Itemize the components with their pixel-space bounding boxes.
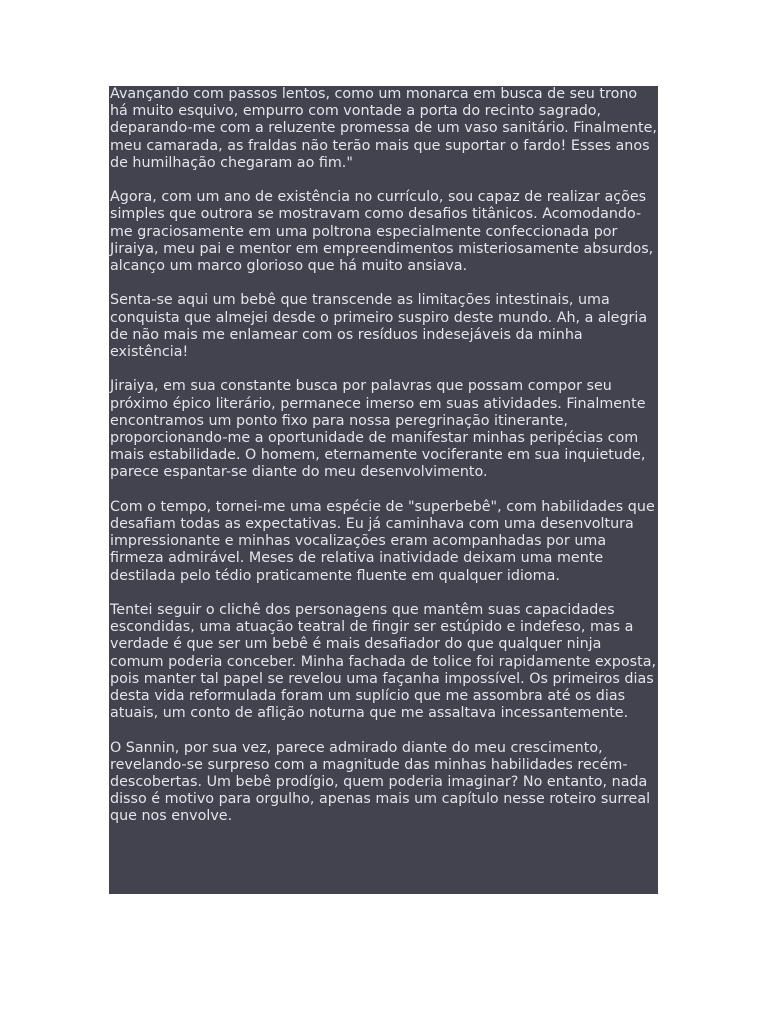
paragraph-4: Jiraiya, em sua constante busca por palavras que possam compor seu próximo épico literário, permanece imerso em suas atividades. Finalmente encontramos um ponto fixo para nossa peregrinação itinerante, proporcionando-me a oportunidade de manifestar minhas peripécias com mais estabilidade. O homem, eternamente vociferante em sua inquietude, parece espantar-se diante do meu desenvolvimento. — [110, 378, 646, 481]
paragraph-3: Senta-se aqui um bebê que transcende as limitações intestinais, uma conquista que almejei desde o primeiro suspiro deste mundo. Ah, a alegria de não mais me enlamear com os resíduos indesejáveis da minha existência! — [110, 292, 648, 361]
paragraph-7: O Sannin, por sua vez, parece admirado diante do meu crescimento, revelando-se surpreso com a magnitude das minhas habilidades recém-descobertas. Um bebê prodígio, quem poderia imaginar? No entanto, nada disso é motivo para orgulho, apenas mais um capítulo nesse roteiro surreal que nos envolve. — [110, 739, 651, 825]
paragraph-6: Tentei seguir o clichê dos personagens que mantêm suas capacidades escondidas, uma atuação teatral de fingir ser estúpido e indefeso, mas a verdade é que ser um bebê é mais desafiador do que qualquer ninja comum poderia conceber. Minha fachada de tolice foi rapidamente exposta, pois manter tal papel se revelou uma façanha impossível. Os primeiros dias desta vida reformulada foram um suplício que me assombra até os dias atuais, um conto de aflição noturna que me assaltava incessantemente. — [110, 602, 657, 722]
paragraph-1: Avançando com passos lentos, como um monarca em busca de seu trono há muito esquivo, empurro com vontade a porta do recinto sagrado, deparando-me com a reluzente promessa de um vaso sanitário. Finalmente, meu camarada, as fraldas não terão mais que suportar o fardo! Esses anos de humilhação chegaram ao fim." — [110, 86, 657, 171]
paragraph-5: Com o tempo, tornei-me uma espécie de "superbebê", com habilidades que desafiam todas as expectativas. Eu já caminhava com uma desenvoltura impressionante e minhas vocalizações eram acompanhadas por uma firmeza admirável. Meses de relativa inatividade deixam uma mente destilada pelo tédio praticamente fluente em qualquer idioma. — [110, 498, 655, 584]
paragraph-2: Agora, com um ano de existência no currículo, sou capaz de realizar ações simples que outrora se mostravam como desafios titânicos. Acomodando-me graciosamente em uma poltrona especialmente confeccionada por Jiraiya, meu pai e mentor em empreendimentos misteriosamente absurdos, alcanço um marco glorioso que há muito ansiava. — [110, 189, 654, 275]
text-block — [109, 86, 658, 894]
